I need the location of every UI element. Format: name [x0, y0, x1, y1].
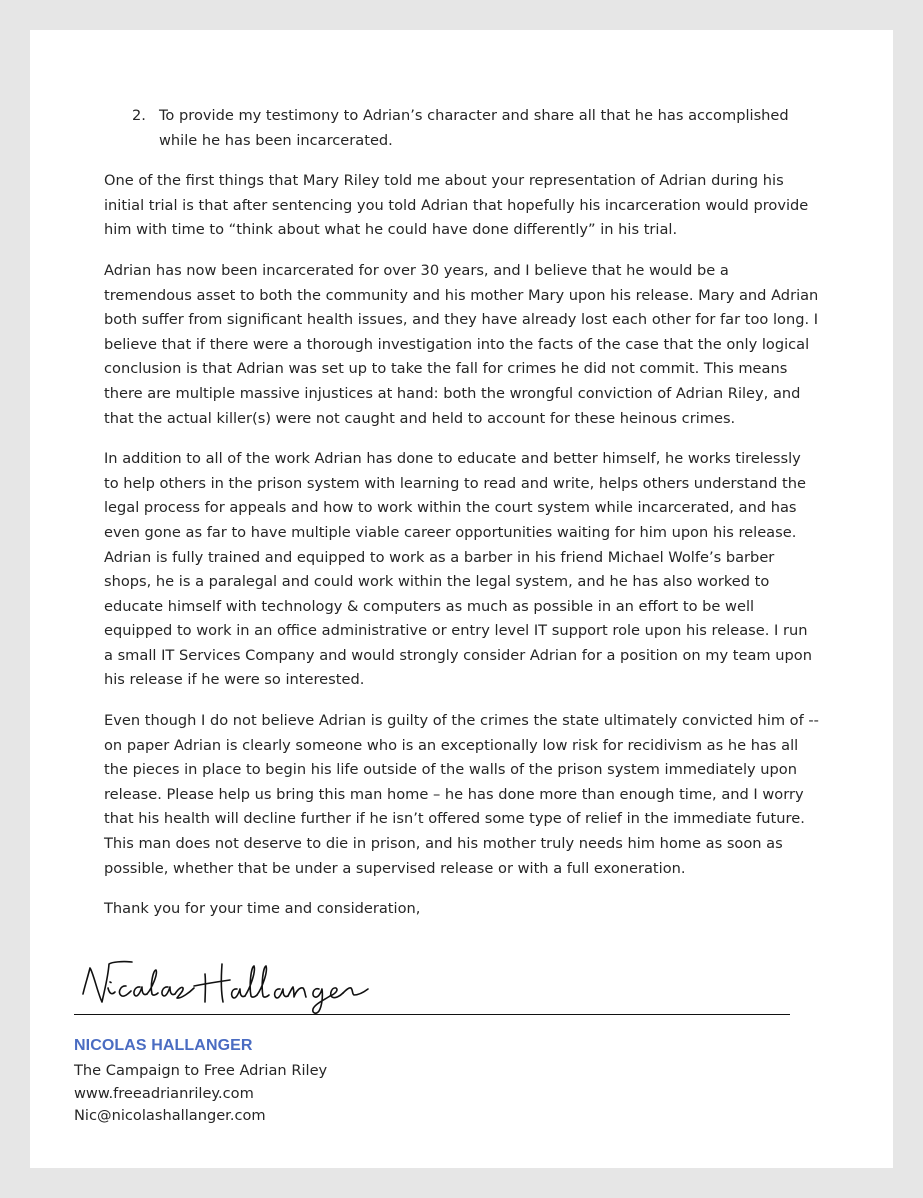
numbered-list	[104, 104, 820, 153]
paragraph-release-request: Even though I do not believe Adrian is guilty of the crimes the state ultimately convicted him of -- on paper Adrian is clearly someone who is an exceptionally low risk for recidivism as he has all the pieces in place to begin his life outside of the walls of the prison system immediately upon release. Please help us bring this man home – he has done more than enough time, and I worry that his health will decline further if he isn’t offered some type of relief in the immediate future. This man does not deserve to die in prison, and his mother truly needs him home as soon as possible, whether that be under a supervised release or with a full exoneration.	[104, 712, 819, 877]
handwritten-signature	[74, 958, 374, 1018]
closing-line: Thank you for your time and consideration,	[104, 900, 421, 918]
letter-body	[104, 104, 820, 938]
signature-line	[74, 1014, 790, 1015]
signer-details	[74, 1060, 327, 1128]
paragraph-incarceration: Adrian has now been incarcerated for over 30 years, and I believe that he would be a tremendous asset to both the community and his mother Mary upon his release. Mary and Adrian both suffer from significant health issues, and they have already lost each other for far too long. I believe that if there were a thorough investigation into the facts of the case that the only logical conclusion is that Adrian was set up to take the fall for crimes he did not commit. This means there are multiple massive injustices at hand: both the wrongful conviction of Adrian Riley, and that the actual killer(s) were not caught and held to account for these heinous crimes.	[104, 261, 819, 427]
signer-website[interactable]: www.freeadrianriley.com	[74, 1084, 254, 1102]
paragraph-trial-remark: One of the first things that Mary Riley told me about your representation of Adrian during his initial trial is that after sentencing you told Adrian that hopefully his incarceration would provide him with time to “think about what he could have done differently” in his trial.	[104, 172, 809, 239]
paragraph-accomplishments: In addition to all of the work Adrian has done to educate and better himself, he works tirelessly to help others in the prison system with learning to read and write, helps others understand the legal process for appeals and how to work within the court system while incarcerated, and has even gone as far to have multiple viable career opportunities waiting for him upon his release. Adrian is fully trained and equipped to work as a barber in his friend Michael Wolfe’s barber shops, he is a paralegal and could work within the legal system, and he has also worked to educate himself with technology & computers as much as possible in an effort to be well equipped to work in an office administrative or entry level IT support role upon his release. I run a small IT Services Company and would strongly consider Adrian for a position on my team upon his release if he were so interested.	[104, 450, 812, 689]
signer-name: NICOLAS HALLANGER	[74, 1037, 253, 1054]
signer-email[interactable]: Nic@nicolashallanger.com	[74, 1107, 266, 1124]
list-item-text: To provide my testimony to Adrian’s character and share all that he has accomplished while he has been incarcerated.	[159, 107, 789, 149]
list-item	[104, 104, 820, 153]
list-item-number: 2.	[132, 107, 146, 124]
signature-block	[74, 958, 790, 1016]
signer-organization: The Campaign to Free Adrian Riley	[74, 1062, 328, 1079]
